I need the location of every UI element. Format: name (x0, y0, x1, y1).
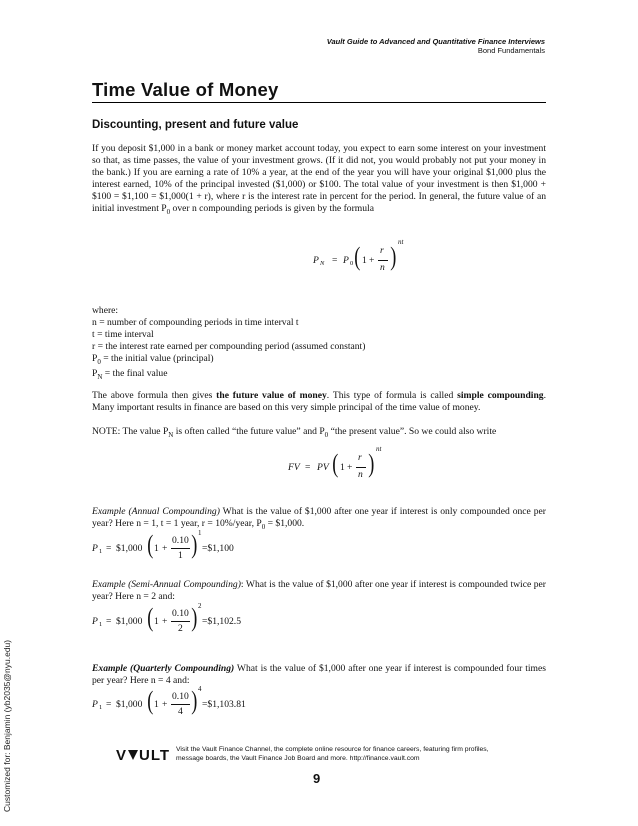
customization-sidebar: Customized for: Benjamin (yb2035@nyu.edu) (2, 639, 12, 812)
note-paragraph: NOTE: The value $P_N$ is often called “the future value” and $P_0$ “the present value”. So we could also write (92, 426, 497, 439)
title-divider (92, 102, 546, 103)
example-quarterly-formula: P 1 = $1,000 ( 1 + 0.10 4 ) 4 =$1,103.81 (92, 685, 246, 717)
f1-r: r (380, 245, 384, 256)
example-annual-label: Example (Annual Compounding) (92, 506, 220, 517)
intro-sub: 0 (166, 208, 171, 217)
f1-n: n (380, 262, 385, 273)
intro-text-end: over n compounding periods is given by the formula (170, 203, 374, 215)
f1-left-paren: ( (354, 242, 361, 271)
running-header (327, 37, 545, 55)
example-semiannual-label: Example (Semi-Annual Compounding) (92, 579, 241, 590)
intro-text: If you deposit $1,000 in a bank or money market account today, you expect to earn some interest on your investment so that, as time passes, the value of your investment grows. (If it did not, you would probably not put your money in the bank.) If you are earning a rate of 10% a year, at the end of the year you will have your original $1,000 plus the interest earned, 10% of the principal invested ($1,000) or $100. The total value of your investment is then $1,000 + $100 = $1,100 = $1,000(1 + r), where r is the interest rate in percent for the period. In general, the future value of an initial investment P (92, 143, 546, 215)
f1-p: P (343, 255, 349, 266)
footer-line-2: message boards, the Vault Finance Job Board and more. http://finance.vault.com (176, 755, 420, 762)
f1-one: 1 (362, 255, 367, 266)
example-semiannual-formula: P 1 = $1,000 ( 1 + 0.10 2 ) 2 =$1,102.5 (92, 602, 241, 634)
footer-promo (176, 745, 489, 763)
def-t: t = time interval (92, 329, 154, 341)
footer-line-1: Visit the Vault Finance Channel, the complete online resource for finance careers, featuring firm profiles, (176, 746, 489, 753)
def-pn: $P_N$ = the final value (92, 368, 168, 382)
def-r: r = the interest rate earned per compounding period (assumed constant) (92, 341, 366, 353)
definitions-list (92, 305, 365, 383)
future-value-emphasis: the future value of money (216, 390, 327, 401)
where-label: where: (92, 305, 119, 316)
vault-logo: V ULT (116, 747, 171, 764)
example-annual-formula: P 1 = $1,000 ( 1 + 0.10 1 ) 1 =$1,100 (92, 529, 234, 561)
f1-p-sub: 0 (350, 260, 354, 267)
f1-fraction-bar (378, 260, 388, 261)
f1-right-paren: ) (390, 242, 397, 271)
vault-logo-wedge-icon (128, 750, 138, 760)
page-title: Time Value of Money (92, 79, 279, 100)
f1-equals: = (332, 255, 338, 266)
f1-exponent: nt (398, 238, 404, 246)
f1-plus: + (369, 255, 375, 266)
page-number: 9 (313, 771, 321, 786)
section-subtitle: Discounting, present and future value (92, 119, 299, 131)
future-value-formula (313, 238, 433, 285)
f1-lhs: P (313, 255, 319, 266)
example-quarterly-label: Example (Quarterly Compounding) (92, 663, 235, 674)
example-annual: Example (Annual Compounding) What is the value of $1,000 after one year if interest is only compounded once per year? Here n = 1, t = 1 year, r = 10%/year, $P_0$ = $1,000. (92, 506, 546, 531)
def-n: n = number of compounding periods in time interval t (92, 317, 299, 329)
def-p0: $P_0$ = the initial value (principal) (92, 353, 214, 367)
example-quarterly: Example (Quarterly Compounding) What is the value of $1,000 after one year if interest is compounded four times per year? Here n = 4 and: (92, 663, 546, 687)
f1-lhs-sub: N (320, 260, 325, 267)
header-guide-title: Vault Guide to Advanced and Quantitative Finance Interviews (326, 37, 545, 46)
simple-compounding-paragraph: The above formula then gives the future value of money. This type of formula is called simple compounding. Many important results in finance are based on this very simple principal of the time value of money. (92, 390, 547, 414)
present-value-formula: FV = PV ( 1 + r n ) nt (288, 445, 382, 480)
header-section: Bond Fundamentals (477, 46, 545, 55)
simple-compounding-emphasis: simple compounding (457, 390, 544, 401)
intro-paragraph (92, 143, 546, 218)
example-semiannual: Example (Semi-Annual Compounding): What is the value of $1,000 after one year if interest is compounded twice per year? Here n = 2 and: (92, 579, 546, 603)
